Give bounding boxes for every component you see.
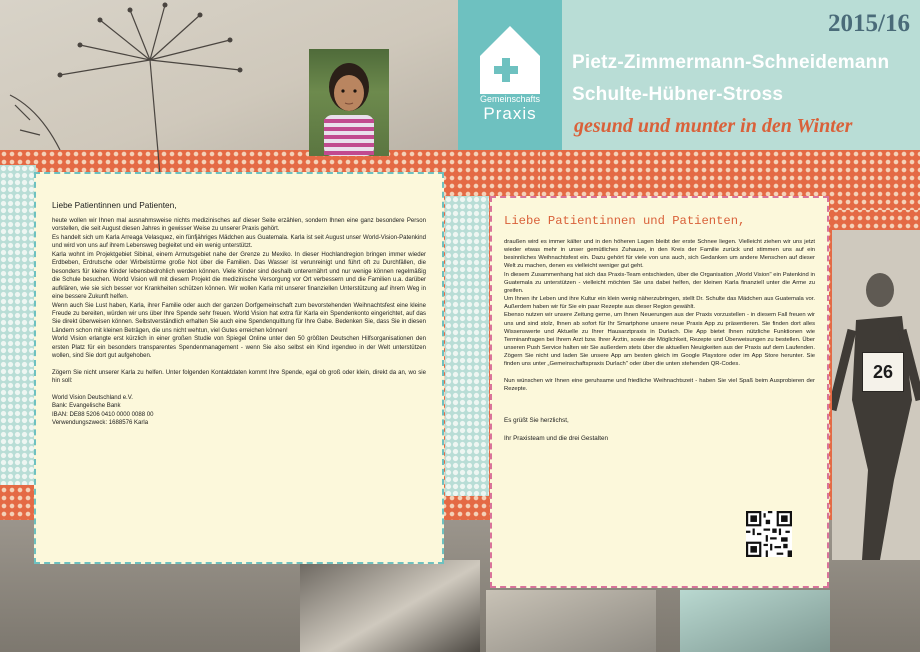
qr-code-icon[interactable] <box>746 511 792 557</box>
child-figure <box>309 49 389 156</box>
left-call-to-action: Zögern Sie nicht unserer Karla zu helfen. Unter folgenden Kontaktdaten kommt Ihre Spende, egal ob groß oder klein, direkt da an, wo sie hin soll: <box>52 369 426 385</box>
bw-photo-sign <box>680 590 830 652</box>
plant-illustration <box>0 0 300 175</box>
left-paragraph: Wenn auch Sie Lust haben, Karla, ihrer Familie oder auch der ganzen Dorfgemeinschaft zum bevorstehenden Weihnachtsfest eine kleine Freude zu bereiten, würden wir uns über Ihre Spende sehr freuen. World Vision hat extra für Karla ein Spendenkonto eingerichtet, auf das Sie direkt überweisen können. Selbstverständlich erhalten Sie auch eine Spendenquittung für Ihre Gabe. Bedenken Sie, dass Sie in diesen Ländern schon mit kleinen Beträgen, die uns nicht wehtun, viel Gutes erreichen können! <box>52 302 426 334</box>
mint-pattern-left <box>0 165 36 485</box>
left-letter-body <box>52 217 426 427</box>
slogan: gesund und munter in den Winter <box>574 115 853 137</box>
left-paragraph: heute wollen wir Ihnen mal ausnahmsweise nichts medizinisches auf dieser Seite erzählen, sondern Ihnen eine ganz besondere Person vorstellen, die seit August diesen Jahres in gewisser Weise zu unserer Praxis gehört. <box>52 218 426 233</box>
right-paragraph: Um Ihnen ihr Leben und ihre Kultur ein klein wenig näherzubringen, stellt Dr. Schulte das Mädchen aus Guatemala vor. Außerdem haben wir für Sie ein paar Rezepte aus dieser Region gewählt. <box>504 296 815 311</box>
skier-photo <box>832 230 920 560</box>
year: 2015/16 <box>828 10 910 37</box>
bank-institute: Bank: Evangelische Bank <box>52 403 121 410</box>
bw-photo-paper <box>486 590 656 652</box>
logo-text-small: Gemeinschafts <box>479 94 541 104</box>
bank-iban: IBAN: DE88 5206 0410 0000 0088 00 <box>52 411 154 418</box>
doctor-names-line-1: Pietz-Zimmermann-Schneidemann <box>572 52 890 73</box>
sign-team: Ihr Praxisteam und die drei Gestalten <box>504 435 608 443</box>
right-paragraph: Ebenso nutzen wir unsere Zeitung gerne, um Ihnen Neuerungen aus der Praxis vorzustellen - in diesem Fall freuen wir uns und sind stolz, Ihnen ab sofort für Ihr Smartphone unsere neue Praxis App zu präsentieren. Sie finden dort alles Wissenswerte und Aktuelle zu Ihrer Hausarztpraxis in Durlach. Die App bietet Ihnen nützliche Funktionen wie Terminanfragen bei Ihrem Arzt bzw. Ihrer Ärztin, sowie die Möglichkeit, Rezepte und Überweisungen zu bestellen. Über unseren Push Service halten wir Sie außerdem stets über die aktuellen Neuigkeiten aus der Praxis auf dem Laufenden. Zögern Sie nicht und laden Sie unsere App am besten gleich im Google Playstore oder im App Store herunter. Sie finden uns unter „Gemeinschaftspraxis Durlach" oder über die unten stehenden QR-Codes. <box>504 312 815 368</box>
left-letter-panel <box>34 172 444 564</box>
right-closing: Nun wünschen wir Ihnen eine geruhsame und friedliche Weihnachtszeit - haben Sie viel Spaß beim Ausprobieren der Rezepte. <box>504 377 815 392</box>
right-paragraph: draußen wird es immer kälter und in den höheren Lagen bleibt der erste Schnee liegen. Vielleicht ziehen wir uns jetzt wieder etwas mehr in unser gemütliches Zuhause, in den Kreis der Familie zurück und stimmen uns auf ein besinnliches Weihnachtsfest ein. Dazu gehört für viele von uns auch, sich Gedanken um andere Menschen auf dieser Welt zu machen, denen es vielleicht weniger gut geht. <box>504 239 815 270</box>
left-paragraph: Karla wohnt im Projektgebiet Sibinal, einem Armutsgebiet nahe der Grenze zu Mexiko. In dieser Hochlandregion bringen immer wieder Erdbeben, Erdrutsche oder Wirbelstürme große Not über die Familien. Das Wasser ist verunreinigt und führt oft zu Durchfällen, die besonders für kleine Kinder lebensbedrohlich werden können. Viele Kinder sind deshalb unterernährt und nur wenige können regelmäßig die Schule besuchen. World Vision will mit diesem Projekt die medizinische Versorgung vor Ort verbessern und die Familien u.a. darüber aufklären, wie sie sich besser vor Krankheiten schützen können. Wir wollen Karla mit unserer finanziellen Unterstützung auf ihrem Weg in eine bessere Zukunft helfen. <box>52 251 426 301</box>
bank-name: World Vision Deutschland e.V. <box>52 394 133 401</box>
right-letter-panel <box>490 196 829 588</box>
photo-credit-vertical <box>442 30 454 180</box>
bw-photo-house <box>300 560 480 652</box>
skier-bib-number: 26 <box>862 352 904 392</box>
child-photo <box>309 49 389 156</box>
bank-reference: Verwendungszweck: 1688576 Karla <box>52 419 149 426</box>
logo-text-main: Praxis <box>483 104 537 123</box>
sign-greeting: Es grüßt Sie herzlichst, <box>504 416 569 424</box>
left-paragraph: Es handelt sich um Karla Arreaga Velasquez, ein fünfjähriges Mädchen aus Guatemala. Karla ist seit August unser World-Vision-Patenkind und wird von uns auf ihrem Lebensweg begleitet und ein wenig unterstützt. <box>52 234 426 250</box>
right-paragraph: In diesem Zusammenhang hat sich das Praxis-Team entschieden, über die Organisation „World Vision" ein Patenkind in Guatemala zu unterstützen - vielleicht möchten Sie uns dabei helfen, der kleinen Karla finanziell unter die Arme zu greifen. <box>504 271 815 294</box>
left-greeting: Liebe Patientinnen und Patienten, <box>52 200 177 210</box>
left-paragraph: World Vision erlangte erst kürzlich in einer großen Studie von Spiegel Online unter den 50 größten Deutschen Hilfsorganisationen den ersten Platz für ein besonders transparentes Spendenmanagement - wenn Sie also selbst ein Kind irgendwo in der Welt unterstützen wollen, sind Sie dort gut aufgehoben. <box>52 336 426 360</box>
mint-pattern-middle <box>445 196 489 496</box>
right-greeting: Liebe Patientinnen und Patienten, <box>504 214 746 228</box>
doctor-names-line-2: Schulte-Hübner-Stross <box>572 84 784 105</box>
right-letter-body <box>504 238 815 393</box>
signature-block <box>504 417 815 444</box>
